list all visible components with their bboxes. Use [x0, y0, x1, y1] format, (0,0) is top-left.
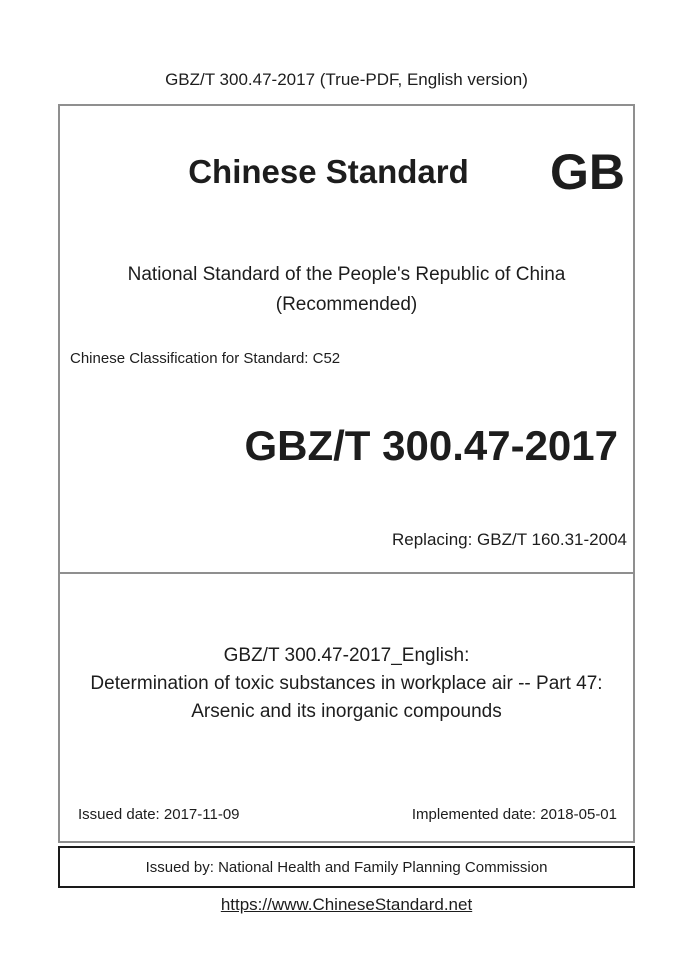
page-header-title: GBZ/T 300.47-2017 (True-PDF, English version)	[165, 70, 528, 89]
issuer-text: Issued by: National Health and Family Planning Commission	[145, 858, 548, 876]
dates-row	[60, 806, 633, 824]
brand-row	[60, 146, 633, 198]
standard-title-line2: Determination of toxic substances in workplace air -- Part 47:	[90, 673, 603, 694]
national-standard-line: National Standard of the People's Republic of China	[127, 264, 566, 285]
footer-link-row	[0, 895, 693, 915]
standard-title-line3: Arsenic and its inorganic compounds	[191, 701, 502, 722]
standard-title-block	[60, 642, 633, 726]
implemented-date: Implemented date: 2018-05-01	[411, 806, 617, 823]
standard-number: GBZ/T 300.47-2017	[244, 422, 618, 469]
brand-title: Chinese Standard	[188, 153, 469, 190]
standard-title-line1: GBZ/T 300.47-2017_English:	[223, 645, 470, 666]
replacing-line: Replacing: GBZ/T 160.31-2004	[392, 530, 627, 549]
national-standard-block	[60, 260, 633, 320]
cover-box	[58, 104, 635, 843]
issued-date: Issued date: 2017-11-09	[78, 806, 240, 823]
chinesestandard-link[interactable]: https://www.ChineseStandard.net	[220, 895, 473, 914]
gb-logo: GB	[550, 144, 625, 200]
section-divider	[60, 572, 633, 574]
classification-line: Chinese Classification for Standard: C52	[70, 350, 341, 367]
issuer-box	[58, 846, 635, 888]
recommended-line: (Recommended)	[275, 294, 418, 315]
